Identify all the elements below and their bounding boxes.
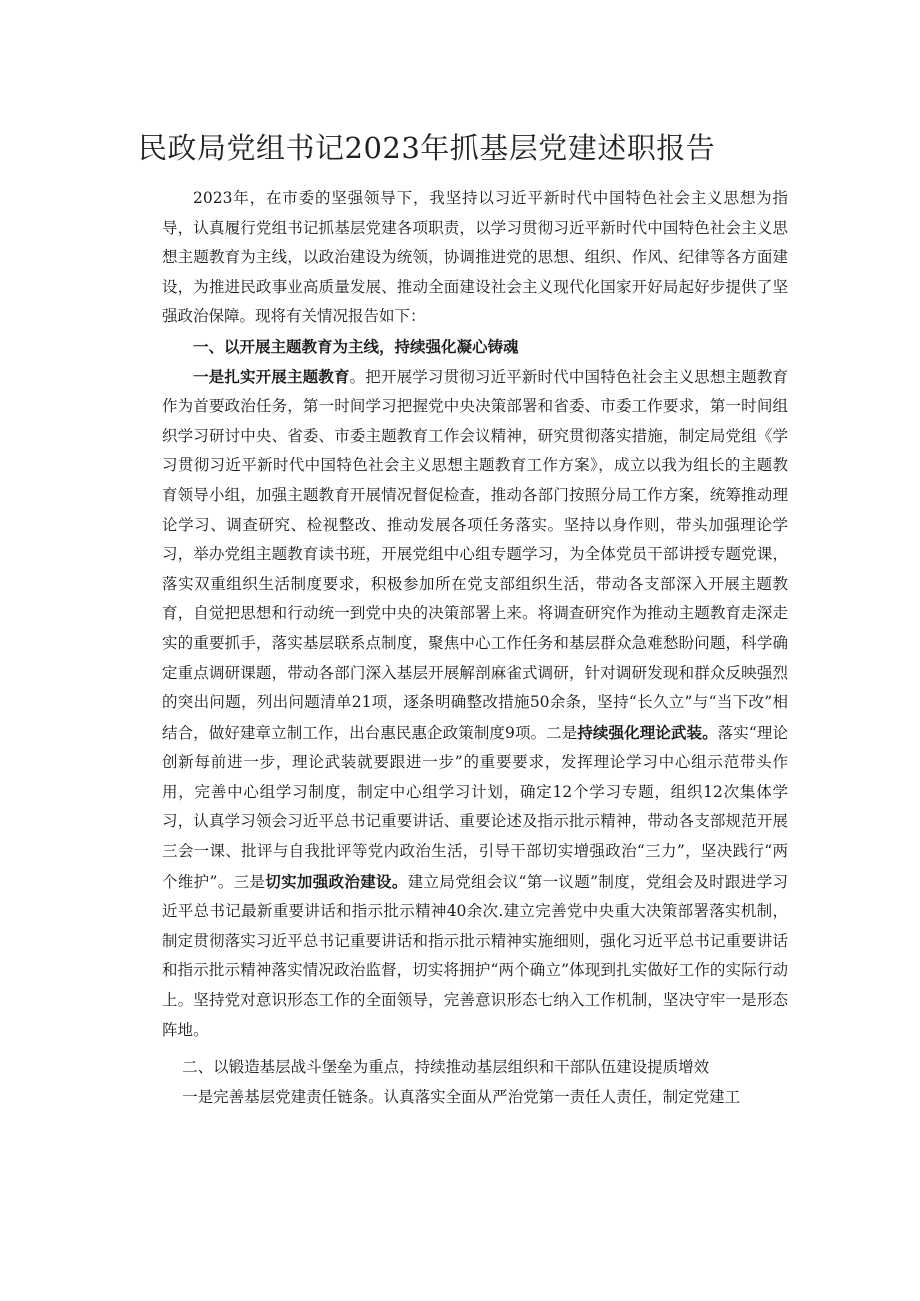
section1-text-3: 建立局党组会议“第一议题”制度，党组会及时跟进学习近平总书记最新重要讲话和指示批示精神40余次.建立完善党中央重大决策部署落实机制，制定贯彻落实习近平总书记重要讲话和指示批示精神实施细则，强化习近平总书记重要讲话和指示批示精神落实情况政治监督，切实将拥护“两个确立”体现到扎实做好工作的实际行动上。坚持党对意识形态工作的全面领导，完善意识形态七纳入工作机制，坚决守牢一是形态阵地。 — [162, 872, 788, 1039]
section1-lead-2: 持续强化理论武装。 — [577, 722, 718, 742]
section1-paragraph — [162, 362, 788, 1046]
document-title: 民政局党组书记2023年抓基层党建述职报告 — [138, 131, 716, 165]
section2-heading: 二、以锻造基层战斗堡垒为重点，持续推动基层组织和干部队伍建设提质增效 — [182, 1058, 710, 1077]
intro-paragraph: 2023年，在市委的坚强领导下，我坚持以习近平新时代中国特色社会主义思想为指导，认真履行党组书记抓基层党建各项职责，以学习贯彻习近平新时代中国特色社会主义思想主题教育为主线，以政治建设为统领，协调推进党的思想、组织、作风、纪律等各方面建设，为推进民政事业高质量发展、推动全面建设社会主义现代化国家开好局起好步提供了坚强政治保障。现将有关情况报告如下： — [162, 189, 788, 326]
section1-lead-3: 切实加强政治建设。 — [265, 871, 408, 891]
section1-text-2: 落实“理论创新每前进一步，理论武装就要跟进一步”的重要要求，发挥理论学习中心组示范带头作用，完善中心组学习制度，制定中心组学习计划，确定12个学习专题，组织12次集体学习，认真学习领会习近平总书记重要讲话、重要论述及指示批示精神，带动各支部规范开展三会一课、批评与自我批评等党内政治生活，引导干部切实增强政治“三力”，坚决践行“两个维护”。三是 — [162, 723, 788, 891]
document-body — [162, 184, 788, 1112]
section1-lead-1: 一是扎实开展主题教育 — [193, 366, 350, 386]
section2-paragraph: 一是完善基层党建责任链条。认真落实全面从严治党第一责任人责任，制定党建工 — [182, 1087, 741, 1106]
section1-heading: 一、以开展主题教育为主线，持续强化凝心铸魂 — [193, 336, 519, 356]
section1-text-1: 。把开展学习贯彻习近平新时代中国特色社会主义思想主题教育作为首要政治任务，第一时间学习把握党中央决策部署和省委、市委工作要求，第一时间组织学习研讨中央、省委、市委主题教育工作会议精神，研究贯彻落实措施，制定局党组《学习贯彻习近平新时代中国特色社会主义思想主题教育工作方案》，成立以我为组长的主题教育领导小组，加强主题教育开展情况督促检查，推动各部门按照分局工作方案，统筹推动理论学习、调查研究、检视整改、推动发展各项任务落实。坚持以身作则，带头加强理论学习，举办党组主题教育读书班，开展党组中心组专题学习，为全体党员干部讲授专题党课，落实双重组织生活制度要求，积极参加所在党支部组织生活，带动各支部深入开展主题教育，自觉把思想和行动统一到党中央的决策部署上来。将调查研究作为推动主题教育走深走实的重要抓手，落实基层联系点制度，聚焦中心工作任务和基层群众急难愁盼问题，科学确定重点调研课题，带动各部门深入基层开展解剖麻雀式调研，针对调研发现和群众反映强烈的突出问题，列出问题清单21项，逐条明确整改措施50余条，坚持“长久立”与“当下改”相结合，做好建章立制工作，出台惠民惠企政策制度9项。二是 — [162, 367, 788, 742]
